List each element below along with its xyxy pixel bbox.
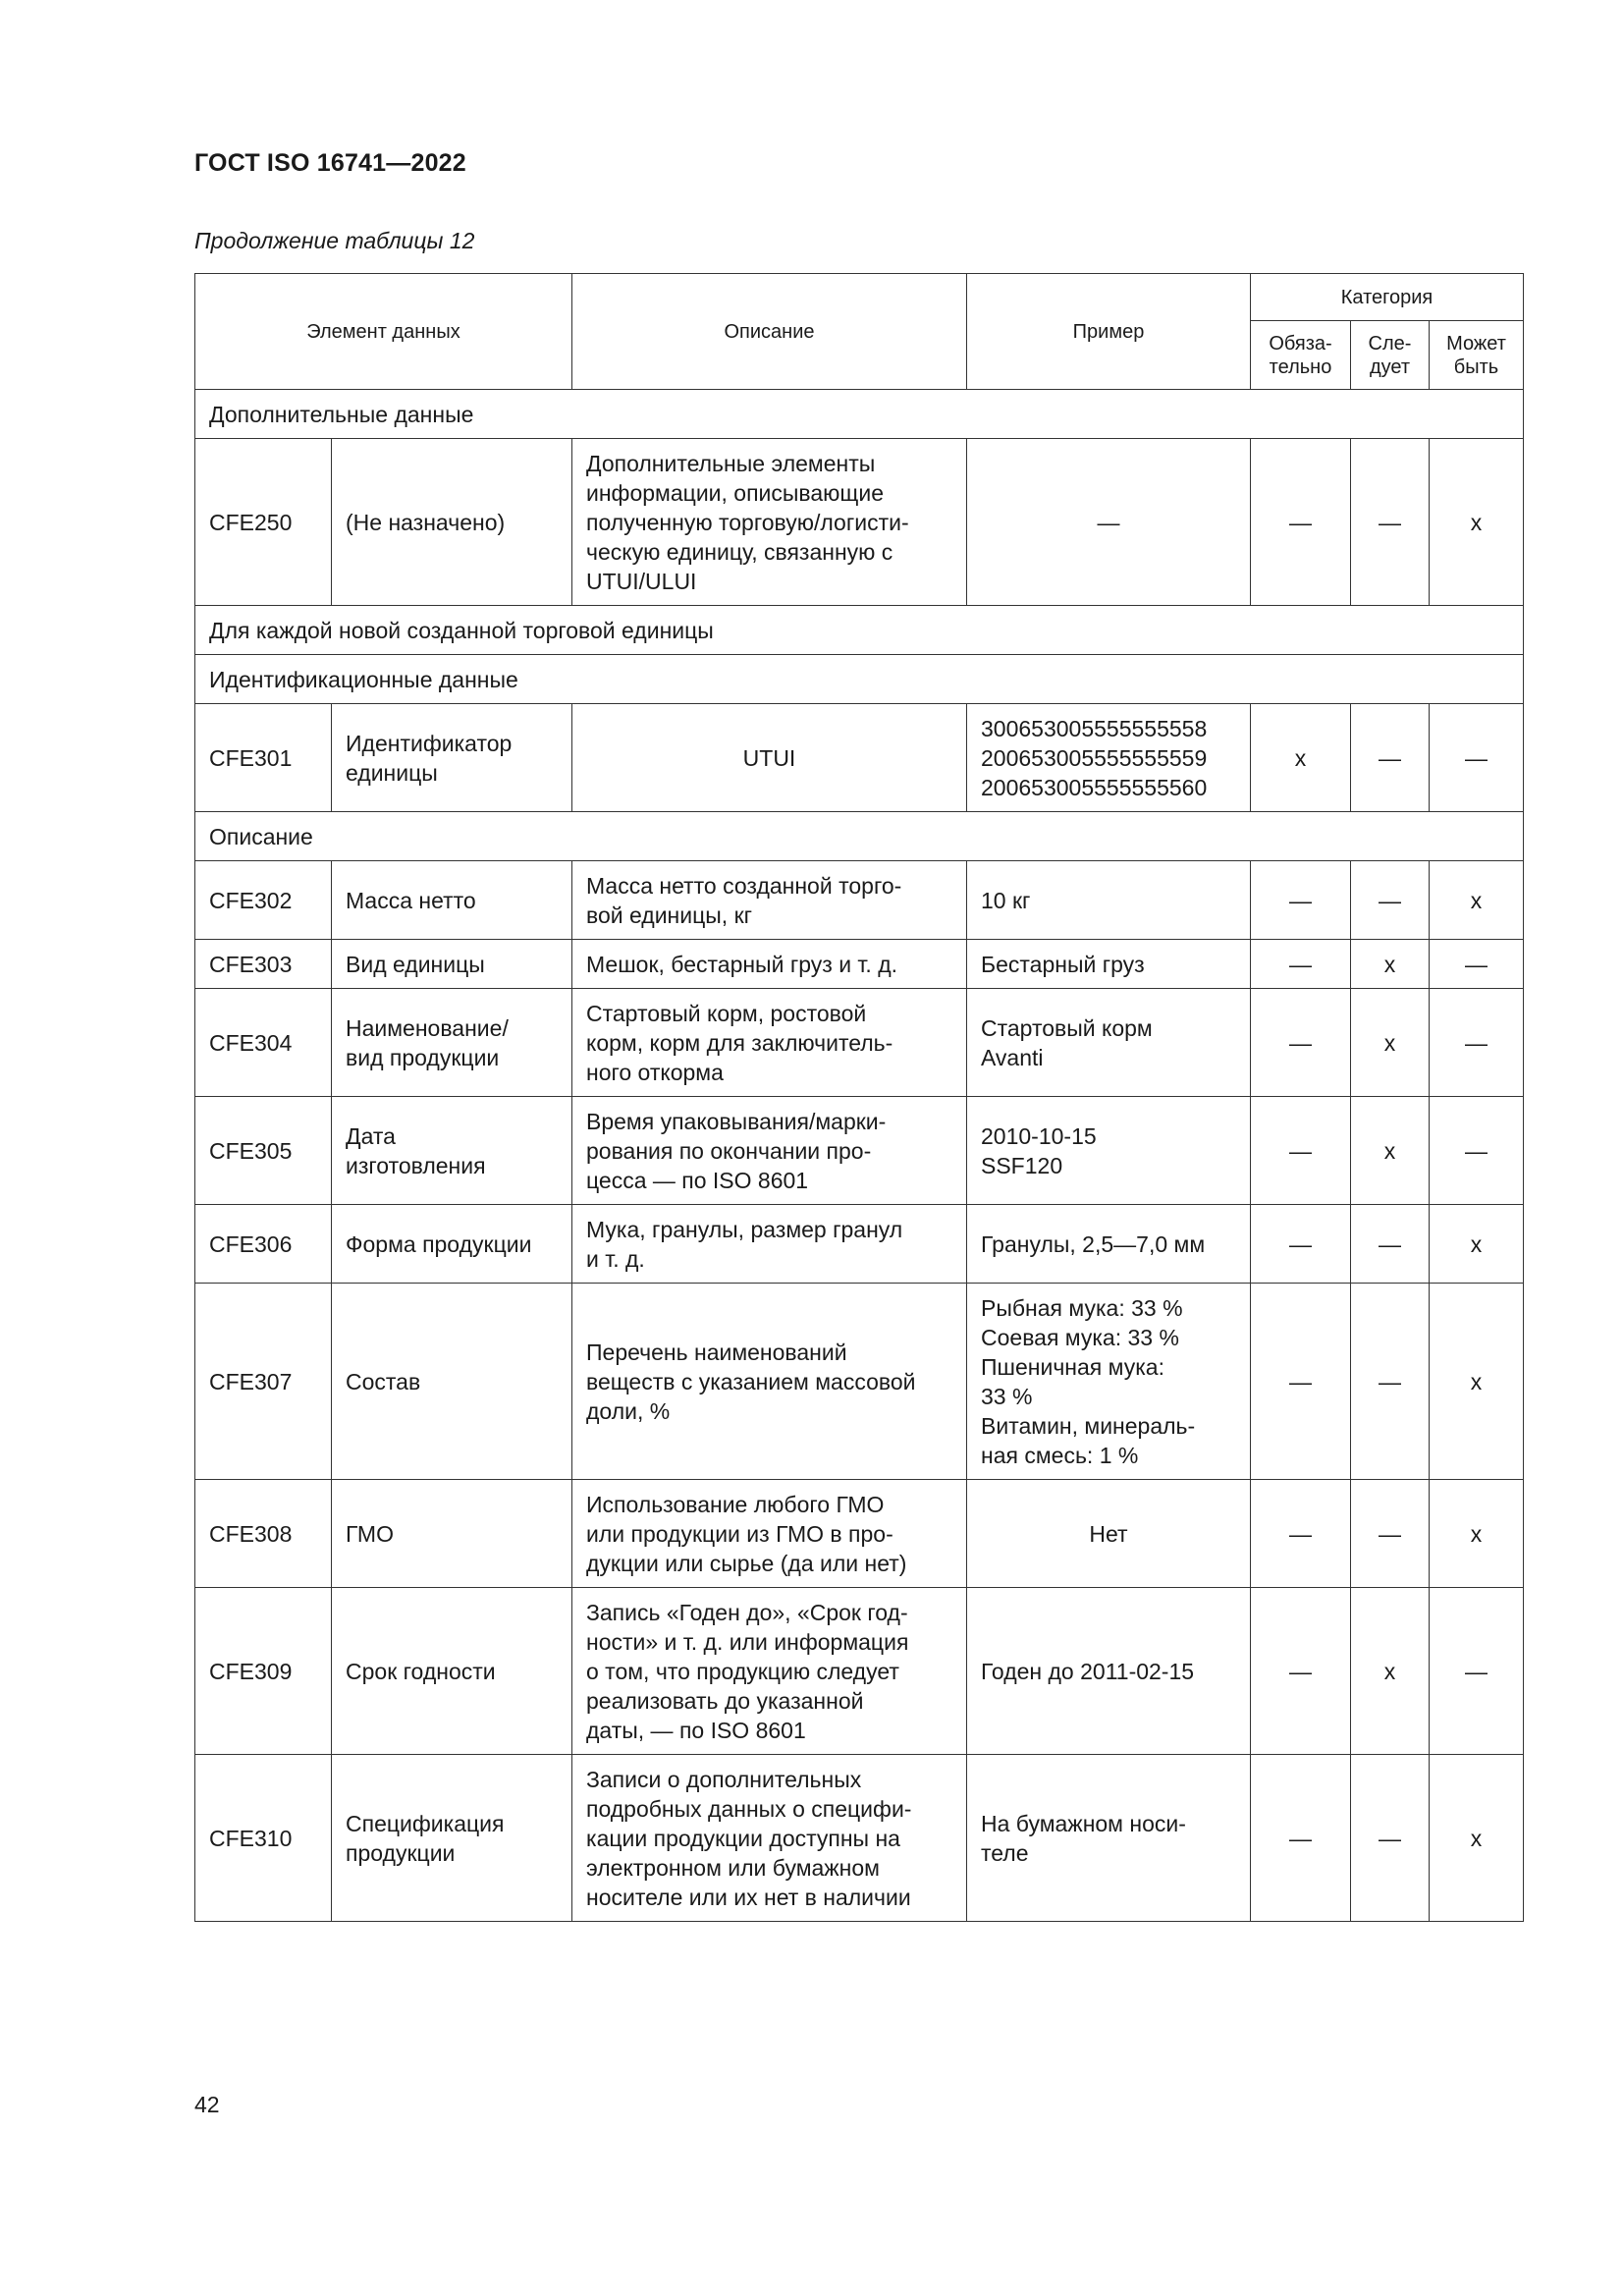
row-code: CFE305 [195, 1097, 332, 1205]
row-description: UTUI [572, 704, 967, 812]
row-should: x [1351, 1588, 1430, 1755]
header-mandatory: Обяза- тельно [1251, 321, 1351, 390]
row-name: Масса нетто [332, 861, 572, 940]
row-should: — [1351, 1480, 1430, 1588]
row-mandatory: — [1251, 1588, 1351, 1755]
row-description: Мешок, бестарный груз и т. д. [572, 940, 967, 989]
table-row [195, 989, 1524, 1097]
header-should: Сле- дует [1351, 321, 1430, 390]
row-code: CFE250 [195, 439, 332, 606]
row-may: x [1430, 1755, 1524, 1922]
header-may: Может быть [1430, 321, 1524, 390]
row-mandatory: — [1251, 989, 1351, 1097]
row-code: CFE309 [195, 1588, 332, 1755]
row-code: CFE306 [195, 1205, 332, 1284]
row-description: Масса нетто созданной торго- вой единицы, кг [572, 861, 967, 940]
row-may: x [1430, 1284, 1524, 1480]
row-example: Гранулы, 2,5—7,0 мм [967, 1205, 1251, 1284]
row-example: 300653005555555558 200653005555555559 200653005555555560 [967, 704, 1251, 812]
header-element: Элемент данных [195, 274, 572, 390]
row-example: 2010-10-15 SSF120 [967, 1097, 1251, 1205]
row-mandatory: — [1251, 1205, 1351, 1284]
row-name: Спецификация продукции [332, 1755, 572, 1922]
row-code: CFE308 [195, 1480, 332, 1588]
row-example: Рыбная мука: 33 % Соевая мука: 33 % Пшеничная мука: 33 % Витамин, минераль- ная смесь: 1 % [967, 1284, 1251, 1480]
table-row [195, 861, 1524, 940]
table-row [195, 1284, 1524, 1480]
row-name: Состав [332, 1284, 572, 1480]
row-mandatory: — [1251, 1480, 1351, 1588]
row-description: Перечень наименований веществ с указанием массовой доли, % [572, 1284, 967, 1480]
row-code: CFE304 [195, 989, 332, 1097]
section-row: Идентификационные данные [195, 655, 1524, 704]
row-should: — [1351, 1755, 1430, 1922]
table-caption: Продолжение таблицы 12 [194, 228, 475, 253]
row-may: x [1430, 439, 1524, 606]
row-mandatory: — [1251, 1284, 1351, 1480]
row-description: Дополнительные элементы информации, описывающие полученную торговую/логисти- ческую единицу, связанную с UTUI/ULUI [572, 439, 967, 606]
row-mandatory: — [1251, 861, 1351, 940]
row-may: x [1430, 1205, 1524, 1284]
section-row: Дополнительные данные [195, 390, 1524, 439]
row-may: — [1430, 940, 1524, 989]
row-example: Нет [967, 1480, 1251, 1588]
row-should: — [1351, 439, 1430, 606]
row-description: Стартовый корм, ростовой корм, корм для заключитель- ного откорма [572, 989, 967, 1097]
header-description: Описание [572, 274, 967, 390]
document-title: ГОСТ ISO 16741—2022 [194, 149, 466, 177]
table-row [195, 1097, 1524, 1205]
row-name: Форма продукции [332, 1205, 572, 1284]
row-name: (Не назначено) [332, 439, 572, 606]
row-name: Наименование/ вид продукции [332, 989, 572, 1097]
table-row [195, 1205, 1524, 1284]
row-name: Дата изготовления [332, 1097, 572, 1205]
row-mandatory: — [1251, 940, 1351, 989]
row-mandatory: — [1251, 1097, 1351, 1205]
row-description: Мука, гранулы, размер гранул и т. д. [572, 1205, 967, 1284]
row-should: — [1351, 1205, 1430, 1284]
row-mandatory: x [1251, 704, 1351, 812]
section-row: Для каждой новой созданной торговой единицы [195, 606, 1524, 655]
table-row [195, 940, 1524, 989]
row-mandatory: — [1251, 439, 1351, 606]
row-name: Срок годности [332, 1588, 572, 1755]
row-may: — [1430, 989, 1524, 1097]
header-category: Категория [1251, 274, 1524, 321]
table-row [195, 1755, 1524, 1922]
page-number: 42 [194, 2092, 220, 2117]
row-may: — [1430, 704, 1524, 812]
table-row [195, 704, 1524, 812]
data-elements-table [194, 273, 1524, 1922]
row-code: CFE303 [195, 940, 332, 989]
row-mandatory: — [1251, 1755, 1351, 1922]
row-should: — [1351, 1284, 1430, 1480]
row-description: Записи о дополнительных подробных данных о специфи- кации продукции доступны на электронном или бумажном носителе или их нет в наличии [572, 1755, 967, 1922]
row-example: Бестарный груз [967, 940, 1251, 989]
row-example: — [967, 439, 1251, 606]
row-description: Запись «Годен до», «Срок год- ности» и т. д. или информация о том, что продукцию следует реализовать до указанной даты, — по ISO 8601 [572, 1588, 967, 1755]
row-name: Идентификатор единицы [332, 704, 572, 812]
row-code: CFE301 [195, 704, 332, 812]
row-example: Стартовый корм Avanti [967, 989, 1251, 1097]
row-code: CFE302 [195, 861, 332, 940]
row-example: 10 кг [967, 861, 1251, 940]
row-description: Время упаковывания/марки- рования по окончании про- цесса — по ISO 8601 [572, 1097, 967, 1205]
row-may: — [1430, 1097, 1524, 1205]
section-row: Описание [195, 812, 1524, 861]
table-row [195, 1588, 1524, 1755]
header-example: Пример [967, 274, 1251, 390]
row-name: ГМО [332, 1480, 572, 1588]
row-may: x [1430, 861, 1524, 940]
row-name: Вид единицы [332, 940, 572, 989]
row-should: x [1351, 1097, 1430, 1205]
table-row [195, 439, 1524, 606]
row-code: CFE310 [195, 1755, 332, 1922]
row-example: На бумажном носи- теле [967, 1755, 1251, 1922]
row-should: — [1351, 704, 1430, 812]
row-may: — [1430, 1588, 1524, 1755]
row-code: CFE307 [195, 1284, 332, 1480]
row-should: x [1351, 940, 1430, 989]
row-should: — [1351, 861, 1430, 940]
table-row [195, 1480, 1524, 1588]
row-example: Годен до 2011-02-15 [967, 1588, 1251, 1755]
row-may: x [1430, 1480, 1524, 1588]
row-should: x [1351, 989, 1430, 1097]
row-description: Использование любого ГМО или продукции из ГМО в про- дукции или сырье (да или нет) [572, 1480, 967, 1588]
